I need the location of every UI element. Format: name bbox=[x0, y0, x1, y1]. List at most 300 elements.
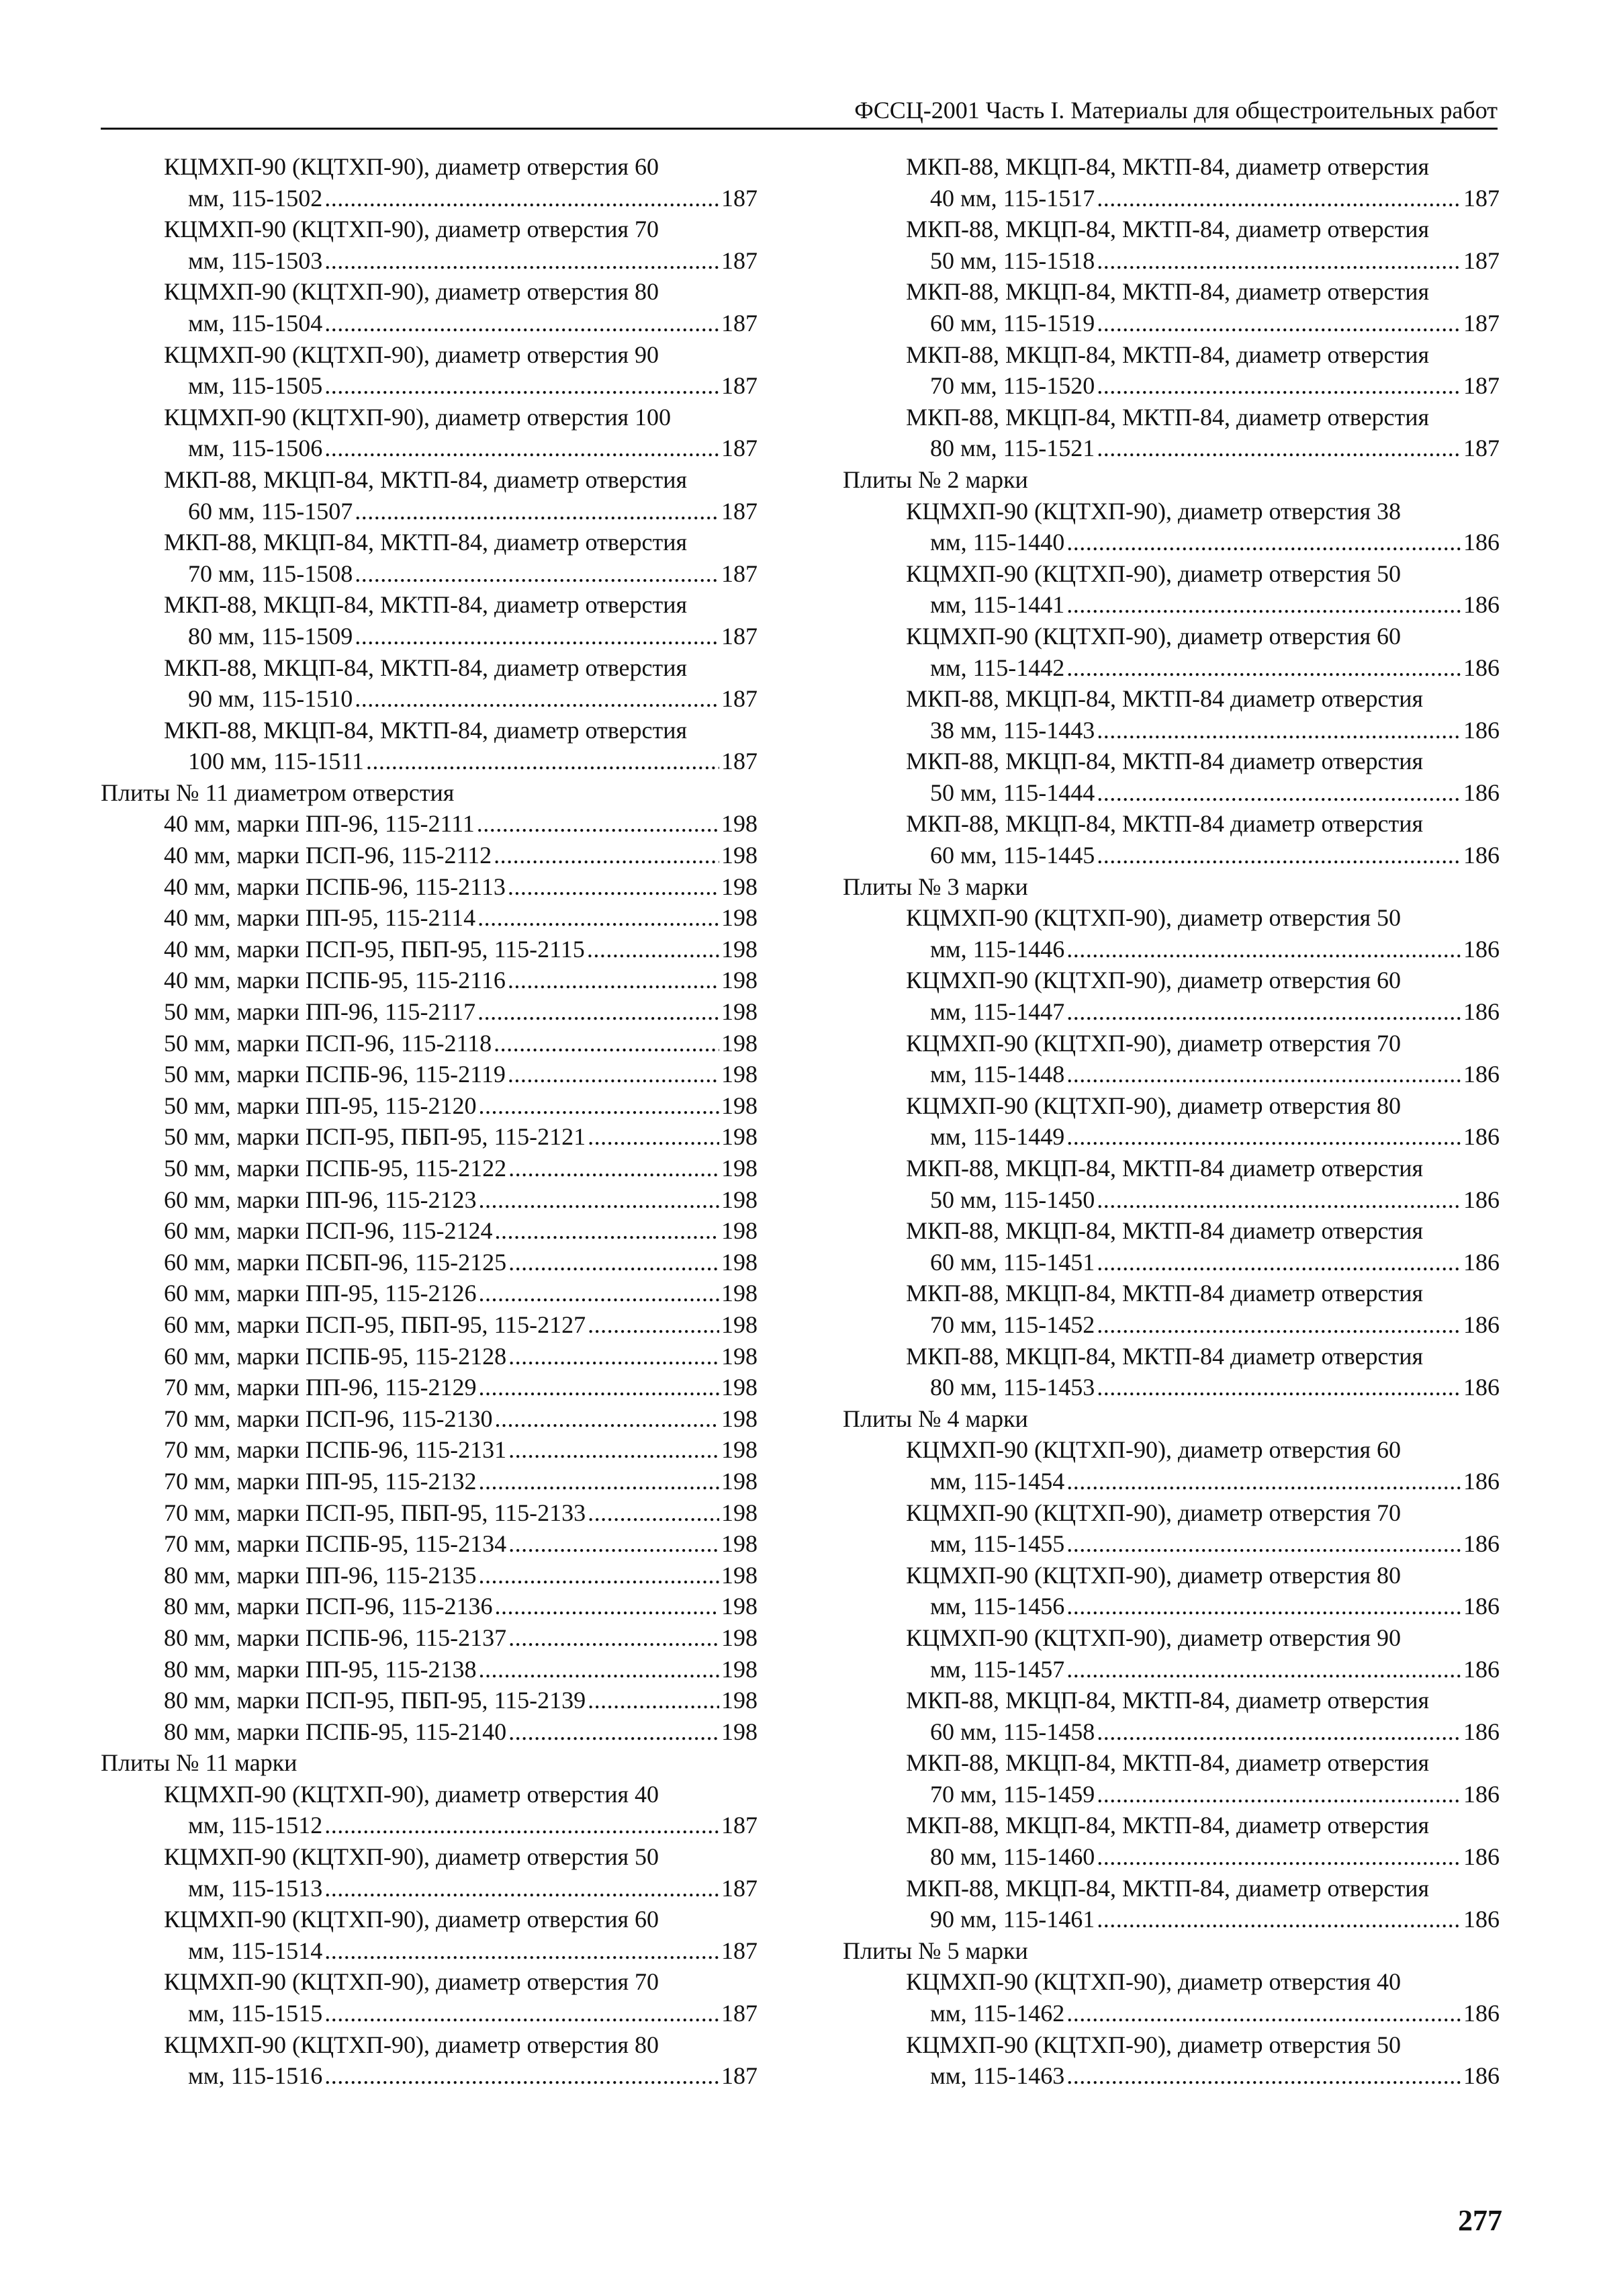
dot-leader bbox=[477, 996, 719, 1028]
dot-leader bbox=[477, 902, 719, 934]
entry-text-line1: МКП-88, МКЦП-84, МКТП-84, диаметр отверстия bbox=[164, 716, 688, 744]
entry-line bbox=[843, 1528, 1500, 1560]
entry-text-line2: 50 мм, 115-1444 bbox=[930, 779, 1095, 806]
entry-line bbox=[101, 1716, 758, 1748]
entry-text-line2: 60 мм, 115-1458 bbox=[930, 1718, 1095, 1745]
entry-text-line2: 80 мм, 115-1509 bbox=[188, 622, 353, 650]
entry-text-line1: КЦМХП-90 (КЦТХП-90), диаметр отверстия 90 bbox=[906, 1624, 1402, 1651]
dot-leader bbox=[494, 1215, 719, 1247]
entry-text: 60 мм, марки ПСПБ-95, 115-2128 bbox=[164, 1342, 507, 1370]
entry-text-line2: мм, 115-1463 bbox=[930, 2062, 1065, 2090]
entry-text-line2: мм, 115-1454 bbox=[930, 1467, 1065, 1495]
entry-line bbox=[843, 1998, 1500, 2029]
index-entry bbox=[843, 1028, 1500, 1090]
entry-text-line2: 90 мм, 115-1510 bbox=[188, 685, 353, 713]
entry-line bbox=[101, 370, 758, 402]
index-entry bbox=[101, 402, 758, 464]
entry-page: 187 bbox=[721, 2000, 758, 2027]
section-heading: Плиты № 3 марки bbox=[843, 873, 1028, 900]
dot-leader bbox=[508, 1622, 719, 1654]
entry-line bbox=[101, 308, 758, 339]
dot-leader bbox=[508, 1247, 719, 1278]
dot-leader bbox=[508, 1434, 719, 1466]
entry-line bbox=[101, 1278, 758, 1309]
entry-line bbox=[101, 621, 758, 652]
entry-page: 198 bbox=[721, 1374, 758, 1401]
dot-leader bbox=[1097, 370, 1461, 402]
entry-page: 198 bbox=[721, 1561, 758, 1589]
entry-text: 40 мм, марки ПСП-95, ПБП-95, 115-2115 bbox=[164, 935, 585, 963]
entry-page: 187 bbox=[1463, 184, 1500, 212]
entry-line bbox=[843, 245, 1500, 277]
dot-leader bbox=[494, 1028, 719, 1059]
entry-line bbox=[101, 1341, 758, 1372]
index-entry bbox=[843, 1747, 1500, 1810]
index-entry bbox=[101, 1591, 758, 1622]
entry-line bbox=[843, 840, 1500, 871]
entry-page: 186 bbox=[1463, 842, 1500, 869]
entry-line bbox=[101, 1309, 758, 1341]
dot-leader bbox=[1066, 652, 1461, 684]
entry-page: 198 bbox=[721, 1687, 758, 1714]
entry-text: 70 мм, марки ПСПБ-95, 115-2134 bbox=[164, 1530, 507, 1558]
entry-text-line1: КЦМХП-90 (КЦТХП-90), диаметр отверстия 100 bbox=[164, 403, 672, 431]
entry-text-line1: МКП-88, МКЦП-84, МКТП-84 диаметр отверстия bbox=[906, 685, 1424, 713]
index-entry bbox=[101, 1560, 758, 1591]
entry-line bbox=[101, 1935, 758, 1967]
index-entry bbox=[101, 339, 758, 402]
entry-text-line1: КЦМХП-90 (КЦТХП-90), диаметр отверстия 70 bbox=[164, 216, 659, 243]
entry-page: 198 bbox=[721, 1593, 758, 1620]
dot-leader bbox=[324, 433, 719, 464]
entry-text-line1: КЦМХП-90 (КЦТХП-90), диаметр отверстия 40 bbox=[906, 1968, 1402, 1996]
entry-text-line1: МКП-88, МКЦП-84, МКТП-84 диаметр отверстия bbox=[906, 748, 1424, 775]
entry-line bbox=[843, 652, 1500, 684]
entry-page: 198 bbox=[721, 1499, 758, 1526]
entry-text-line2: 50 мм, 115-1450 bbox=[930, 1186, 1095, 1213]
entry-text-line1: МКП-88, МКЦП-84, МКТП-84 диаметр отверстия bbox=[906, 1217, 1424, 1245]
entry-line bbox=[101, 496, 758, 527]
entry-page: 187 bbox=[721, 1812, 758, 1839]
entry-text-line1: КЦМХП-90 (КЦТХП-90), диаметр отверстия 70 bbox=[906, 1029, 1402, 1057]
entry-page: 187 bbox=[721, 1937, 758, 1964]
index-entry bbox=[843, 1622, 1500, 1685]
entry-line bbox=[101, 1215, 758, 1247]
index-entry bbox=[843, 214, 1500, 276]
index-entry bbox=[843, 902, 1500, 965]
entry-text: 80 мм, марки ПП-95, 115-2138 bbox=[164, 1655, 477, 1683]
entry-text-line1: КЦМХП-90 (КЦТХП-90), диаметр отверстия 50 bbox=[164, 1843, 659, 1871]
entry-page: 187 bbox=[1463, 435, 1500, 462]
entry-text-line2: мм, 115-1504 bbox=[188, 309, 323, 337]
entry-page: 187 bbox=[1463, 309, 1500, 337]
entry-line bbox=[101, 840, 758, 871]
entry-page: 186 bbox=[1463, 2062, 1500, 2090]
entry-line bbox=[843, 1247, 1500, 1278]
index-entry bbox=[101, 1685, 758, 1716]
entry-page: 198 bbox=[721, 998, 758, 1026]
entry-text-line2: мм, 115-1503 bbox=[188, 247, 323, 274]
dot-leader bbox=[1097, 1184, 1461, 1216]
entry-line bbox=[101, 1810, 758, 1841]
section-heading: Плиты № 4 марки bbox=[843, 1405, 1028, 1432]
entry-page: 198 bbox=[721, 1405, 758, 1432]
entry-page: 198 bbox=[721, 1123, 758, 1151]
entry-page: 187 bbox=[721, 372, 758, 400]
entry-text: 50 мм, марки ПСПБ-96, 115-2119 bbox=[164, 1061, 506, 1088]
entry-text-line1: КЦМХП-90 (КЦТХП-90), диаметр отверстия 60 bbox=[164, 1906, 659, 1933]
dot-leader bbox=[1066, 2060, 1461, 2092]
entry-page: 198 bbox=[721, 967, 758, 994]
dot-leader bbox=[478, 1466, 719, 1497]
entry-line bbox=[843, 1309, 1500, 1341]
entry-line bbox=[843, 1059, 1500, 1090]
entry-page: 198 bbox=[721, 1311, 758, 1338]
dot-leader bbox=[477, 808, 719, 840]
entry-page: 187 bbox=[721, 435, 758, 462]
entry-text-line2: мм, 115-1513 bbox=[188, 1874, 323, 1902]
entry-text: 70 мм, марки ПСП-95, ПБП-95, 115-2133 bbox=[164, 1499, 586, 1526]
entry-line bbox=[843, 183, 1500, 214]
entry-line bbox=[101, 1873, 758, 1904]
dot-leader bbox=[1097, 308, 1461, 339]
dot-leader bbox=[355, 558, 719, 590]
entry-page: 198 bbox=[721, 1217, 758, 1245]
dot-leader bbox=[1097, 715, 1461, 746]
entry-text-line1: МКП-88, МКЦП-84, МКТП-84, диаметр отверстия bbox=[906, 1874, 1430, 1902]
index-entry bbox=[843, 808, 1500, 871]
index-entry bbox=[843, 2029, 1500, 2092]
entry-text: 50 мм, марки ПСПБ-95, 115-2122 bbox=[164, 1155, 507, 1182]
entry-text-line1: КЦМХП-90 (КЦТХП-90), диаметр отверстия 40 bbox=[164, 1780, 659, 1808]
entry-line bbox=[843, 433, 1500, 464]
entry-text-line2: мм, 115-1440 bbox=[930, 529, 1065, 556]
dot-leader bbox=[324, 183, 719, 214]
entry-page: 187 bbox=[721, 622, 758, 650]
entry-text-line2: мм, 115-1441 bbox=[930, 591, 1065, 619]
dot-leader bbox=[324, 1935, 719, 1967]
entry-line bbox=[843, 1716, 1500, 1748]
index-entry bbox=[101, 1028, 758, 1059]
entry-line bbox=[101, 1466, 758, 1497]
entry-line bbox=[101, 1434, 758, 1466]
entry-text: 60 мм, марки ПП-96, 115-2123 bbox=[164, 1186, 477, 1213]
entry-text-line1: МКП-88, МКЦП-84, МКТП-84, диаметр отверстия bbox=[164, 529, 688, 556]
index-entry bbox=[101, 1153, 758, 1184]
dot-leader bbox=[1097, 1372, 1461, 1403]
entry-line bbox=[843, 1779, 1500, 1810]
entry-text-line1: МКП-88, МКЦП-84, МКТП-84, диаметр отверстия bbox=[906, 1687, 1430, 1714]
index-entry bbox=[101, 1215, 758, 1247]
entry-page: 187 bbox=[721, 247, 758, 274]
entry-text: 60 мм, марки ПСП-95, ПБП-95, 115-2127 bbox=[164, 1311, 586, 1338]
entry-page: 198 bbox=[721, 810, 758, 838]
entry-line bbox=[101, 183, 758, 214]
entry-page: 186 bbox=[1463, 654, 1500, 681]
entry-line bbox=[101, 902, 758, 934]
dot-leader bbox=[588, 1685, 719, 1716]
index-entry bbox=[843, 496, 1500, 558]
index-entry bbox=[101, 1716, 758, 1748]
dot-leader bbox=[1066, 996, 1461, 1028]
entry-line bbox=[843, 1591, 1500, 1622]
entry-line bbox=[101, 1059, 758, 1090]
entry-page: 187 bbox=[721, 685, 758, 713]
entry-text: 40 мм, марки ПП-96, 115-2111 bbox=[164, 810, 475, 838]
index-entry bbox=[101, 902, 758, 934]
entry-text-line2: мм, 115-1455 bbox=[930, 1530, 1065, 1558]
entry-page: 186 bbox=[1463, 1061, 1500, 1088]
index-entry bbox=[101, 464, 758, 527]
dot-leader bbox=[324, 308, 719, 339]
dot-leader bbox=[1066, 934, 1461, 965]
section-heading: Плиты № 2 марки bbox=[843, 466, 1028, 493]
entry-line bbox=[843, 308, 1500, 339]
entry-page: 186 bbox=[1463, 529, 1500, 556]
dot-leader bbox=[478, 1372, 719, 1403]
entry-line bbox=[101, 1121, 758, 1153]
entry-text-line2: 80 мм, 115-1453 bbox=[930, 1374, 1095, 1401]
dot-leader bbox=[1097, 777, 1461, 809]
entry-page: 187 bbox=[721, 2062, 758, 2090]
entry-text-line2: мм, 115-1502 bbox=[188, 184, 323, 212]
entry-text-line1: МКП-88, МКЦП-84, МКТП-84, диаметр отверстия bbox=[164, 591, 688, 619]
dot-leader bbox=[355, 496, 719, 527]
entry-line bbox=[101, 1372, 758, 1403]
entry-page: 198 bbox=[721, 904, 758, 932]
entry-page: 186 bbox=[1463, 1593, 1500, 1620]
index-entry bbox=[101, 2029, 758, 2092]
index-entry bbox=[101, 1309, 758, 1341]
entry-line bbox=[843, 589, 1500, 621]
entry-line bbox=[101, 1622, 758, 1654]
entry-text: 60 мм, марки ПП-95, 115-2126 bbox=[164, 1280, 477, 1307]
index-entry bbox=[101, 1090, 758, 1122]
index-entry bbox=[101, 589, 758, 652]
entry-text: 80 мм, марки ПП-96, 115-2135 bbox=[164, 1561, 477, 1589]
index-entry bbox=[101, 715, 758, 777]
entry-line bbox=[101, 683, 758, 715]
dot-leader bbox=[324, 2060, 719, 2092]
entry-text-line2: мм, 115-1446 bbox=[930, 935, 1065, 963]
dot-leader bbox=[1066, 1998, 1461, 2029]
entry-line bbox=[101, 1028, 758, 1059]
dot-leader bbox=[1066, 1466, 1461, 1497]
entry-line bbox=[843, 2060, 1500, 2092]
index-entry bbox=[101, 965, 758, 996]
entry-text-line2: мм, 115-1506 bbox=[188, 435, 323, 462]
entry-line bbox=[843, 996, 1500, 1028]
entry-line bbox=[101, 1403, 758, 1435]
entry-line bbox=[101, 871, 758, 903]
entry-page: 198 bbox=[721, 1248, 758, 1276]
index-entry bbox=[101, 527, 758, 589]
entry-page: 187 bbox=[1463, 372, 1500, 400]
entry-text-line1: КЦМХП-90 (КЦТХП-90), диаметр отверстия 50 bbox=[906, 2031, 1402, 2058]
entry-text-line1: МКП-88, МКЦП-84, МКТП-84 диаметр отверстия bbox=[906, 1155, 1424, 1182]
entry-text-line1: МКП-88, МКЦП-84, МКТП-84, диаметр отверстия bbox=[164, 654, 688, 681]
entry-page: 187 bbox=[721, 748, 758, 775]
entry-text-line1: МКП-88, МКЦП-84, МКТП-84, диаметр отверстия bbox=[906, 341, 1430, 368]
entry-line bbox=[843, 1466, 1500, 1497]
entry-line bbox=[843, 1372, 1500, 1403]
entry-page: 187 bbox=[721, 309, 758, 337]
entry-text-line2: 70 мм, 115-1508 bbox=[188, 560, 353, 587]
entry-text-line2: 60 мм, 115-1519 bbox=[930, 309, 1095, 337]
dot-leader bbox=[1097, 1247, 1461, 1278]
dot-leader bbox=[494, 840, 719, 871]
entry-page: 186 bbox=[1463, 935, 1500, 963]
entry-text-line1: МКП-88, МКЦП-84, МКТП-84 диаметр отверстия bbox=[906, 810, 1424, 838]
section-heading: Плиты № 11 марки bbox=[101, 1749, 297, 1777]
entry-text: 40 мм, марки ПСПБ-96, 115-2113 bbox=[164, 873, 506, 900]
entry-text-line2: мм, 115-1516 bbox=[188, 2062, 323, 2090]
index-entry bbox=[843, 558, 1500, 621]
index-entry bbox=[101, 1059, 758, 1090]
entry-text: 60 мм, марки ПСП-96, 115-2124 bbox=[164, 1217, 493, 1245]
entry-line bbox=[101, 1528, 758, 1560]
entry-text: 70 мм, марки ПСП-96, 115-2130 bbox=[164, 1405, 493, 1432]
index-entry bbox=[843, 1215, 1500, 1278]
dot-leader bbox=[1097, 1716, 1461, 1748]
index-entry bbox=[101, 934, 758, 965]
entry-line bbox=[101, 1090, 758, 1122]
dot-leader bbox=[366, 746, 719, 777]
entry-text-line1: КЦМХП-90 (КЦТХП-90), диаметр отверстия 50 bbox=[906, 904, 1402, 932]
dot-leader bbox=[1097, 1779, 1461, 1810]
entry-line bbox=[843, 1121, 1500, 1153]
entry-text-line2: 38 мм, 115-1443 bbox=[930, 716, 1095, 744]
entry-text-line1: КЦМХП-90 (КЦТХП-90), диаметр отверстия 70 bbox=[164, 1968, 659, 1996]
entry-page: 186 bbox=[1463, 591, 1500, 619]
dot-leader bbox=[508, 1153, 719, 1184]
index-column-right bbox=[843, 151, 1500, 2092]
index-entry bbox=[101, 214, 758, 276]
index-entry bbox=[101, 1121, 758, 1153]
entry-text-line1: МКП-88, МКЦП-84, МКТП-84, диаметр отверстия bbox=[906, 1812, 1430, 1839]
entry-text-line1: МКП-88, МКЦП-84, МКТП-84, диаметр отверстия bbox=[906, 153, 1430, 180]
entry-text-line1: КЦМХП-90 (КЦТХП-90), диаметр отверстия 38 bbox=[906, 497, 1402, 525]
entry-page: 186 bbox=[1463, 716, 1500, 744]
entry-line bbox=[101, 1998, 758, 2029]
entry-page: 198 bbox=[721, 873, 758, 900]
dot-leader bbox=[588, 1121, 719, 1153]
entry-text-line1: КЦМХП-90 (КЦТХП-90), диаметр отверстия 50 bbox=[906, 560, 1402, 587]
entry-text-line1: КЦМХП-90 (КЦТХП-90), диаметр отверстия 60 bbox=[164, 153, 659, 180]
entry-line bbox=[101, 433, 758, 464]
entry-line bbox=[843, 715, 1500, 746]
index-entry bbox=[843, 1090, 1500, 1153]
dot-leader bbox=[1066, 1059, 1461, 1090]
index-entry bbox=[843, 1434, 1500, 1497]
entry-page: 198 bbox=[721, 1436, 758, 1464]
entry-page: 186 bbox=[1463, 779, 1500, 806]
entry-text-line2: 60 мм, 115-1445 bbox=[930, 842, 1095, 869]
dot-leader bbox=[508, 1716, 719, 1748]
index-entry bbox=[101, 1779, 758, 1841]
index-entry bbox=[101, 840, 758, 871]
entry-line bbox=[101, 2060, 758, 2092]
entry-text-line1: КЦМХП-90 (КЦТХП-90), диаметр отверстия 90 bbox=[164, 341, 659, 368]
entry-text: 40 мм, марки ПП-95, 115-2114 bbox=[164, 904, 476, 932]
index-entry bbox=[101, 1403, 758, 1435]
entry-page: 198 bbox=[721, 1092, 758, 1119]
entry-page: 187 bbox=[721, 184, 758, 212]
entry-page: 186 bbox=[1463, 1906, 1500, 1933]
entry-text-line2: 80 мм, 115-1460 bbox=[930, 1843, 1095, 1871]
dot-leader bbox=[1097, 1309, 1461, 1341]
index-entry bbox=[843, 1153, 1500, 1215]
index-entry bbox=[101, 1278, 758, 1309]
entry-text-line1: КЦМХП-90 (КЦТХП-90), диаметр отверстия 80 bbox=[164, 2031, 659, 2058]
entry-line bbox=[843, 1841, 1500, 1873]
dot-leader bbox=[1097, 245, 1461, 277]
index-entry bbox=[101, 1247, 758, 1278]
entry-text-line2: 70 мм, 115-1520 bbox=[930, 372, 1095, 400]
entry-text: 70 мм, марки ПП-96, 115-2129 bbox=[164, 1374, 477, 1401]
index-entry bbox=[843, 276, 1500, 339]
entry-text-line1: МКП-88, МКЦП-84, МКТП-84, диаметр отверстия bbox=[906, 1749, 1430, 1777]
entry-text-line2: мм, 115-1462 bbox=[930, 2000, 1065, 2027]
entry-page: 198 bbox=[721, 1342, 758, 1370]
entry-line bbox=[843, 1184, 1500, 1216]
index-entry bbox=[843, 1873, 1500, 1935]
entry-text-line1: КЦМХП-90 (КЦТХП-90), диаметр отверстия 60 bbox=[906, 622, 1402, 650]
entry-text-line1: КЦМХП-90 (КЦТХП-90), диаметр отверстия 60 bbox=[906, 1436, 1402, 1464]
entry-line bbox=[843, 527, 1500, 558]
entry-text-line2: 70 мм, 115-1459 bbox=[930, 1780, 1095, 1808]
entry-line bbox=[101, 996, 758, 1028]
dot-leader bbox=[494, 1591, 719, 1622]
entry-text: 80 мм, марки ПСПБ-96, 115-2137 bbox=[164, 1624, 507, 1651]
entry-text: 50 мм, марки ПП-95, 115-2120 bbox=[164, 1092, 477, 1119]
entry-page: 198 bbox=[721, 1718, 758, 1745]
dot-leader bbox=[494, 1403, 719, 1435]
index-entry bbox=[843, 1560, 1500, 1622]
entry-page: 198 bbox=[721, 1467, 758, 1495]
dot-leader bbox=[1097, 840, 1461, 871]
entry-page: 198 bbox=[721, 1624, 758, 1651]
dot-leader bbox=[1066, 1654, 1461, 1685]
entry-text-line1: МКП-88, МКЦП-84, МКТП-84, диаметр отверстия bbox=[906, 278, 1430, 306]
entry-line bbox=[843, 1654, 1500, 1685]
index-entry bbox=[101, 276, 758, 339]
dot-leader bbox=[508, 1528, 719, 1560]
entry-text-line2: мм, 115-1447 bbox=[930, 998, 1065, 1026]
dot-leader bbox=[508, 1341, 719, 1372]
index-entry bbox=[101, 652, 758, 715]
entry-line bbox=[101, 1153, 758, 1184]
entry-text-line1: КЦМХП-90 (КЦТХП-90), диаметр отверстия 70 bbox=[906, 1499, 1402, 1526]
dot-leader bbox=[324, 370, 719, 402]
index-entry bbox=[101, 1434, 758, 1466]
index-entry bbox=[101, 1372, 758, 1403]
entry-line bbox=[101, 1184, 758, 1216]
entry-page: 198 bbox=[721, 1155, 758, 1182]
dot-leader bbox=[508, 871, 719, 903]
dot-leader bbox=[1066, 589, 1461, 621]
dot-leader bbox=[1097, 183, 1461, 214]
entry-page: 186 bbox=[1463, 1843, 1500, 1871]
entry-text-line2: 60 мм, 115-1451 bbox=[930, 1248, 1095, 1276]
entry-text-line2: 40 мм, 115-1517 bbox=[930, 184, 1095, 212]
page-header: ФССЦ-2001 Часть I. Материалы для общестроительных работ bbox=[101, 93, 1498, 130]
entry-text-line1: КЦМХП-90 (КЦТХП-90), диаметр отверстия 80 bbox=[906, 1561, 1402, 1589]
dot-leader bbox=[1097, 1904, 1461, 1935]
entry-text-line2: мм, 115-1505 bbox=[188, 372, 323, 400]
entry-text-line1: МКП-88, МКЦП-84, МКТП-84, диаметр отверстия bbox=[164, 466, 688, 493]
entry-line bbox=[101, 808, 758, 840]
